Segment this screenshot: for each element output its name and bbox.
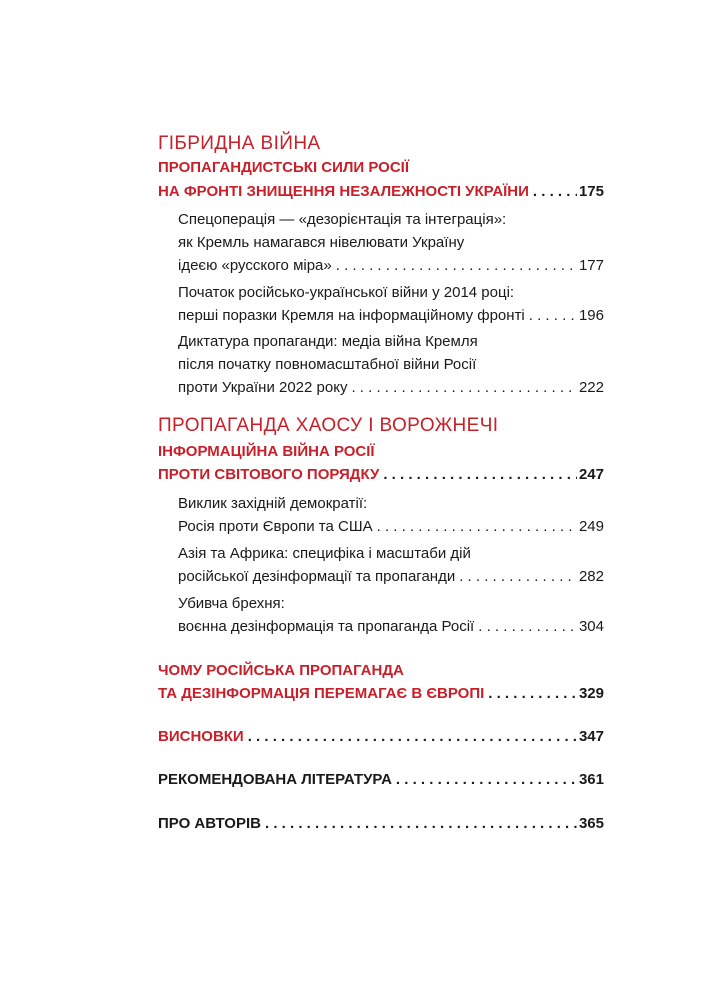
toc-entry-subsection[interactable] — [178, 255, 604, 277]
toc-entry-subsection[interactable] — [178, 305, 604, 327]
page-number: 249 — [578, 518, 604, 535]
leader-dots — [478, 616, 577, 638]
page-number: 361 — [578, 771, 604, 788]
chapter-text: ЧОМУ РОСІЙСЬКА ПРОПАГАНДА — [158, 662, 404, 679]
subsection-text: Азія та Африка: специфіка і масштаби дій — [178, 545, 471, 562]
subsection-text: після початку повномасштабної війни Росії — [178, 356, 477, 373]
subsection-line — [178, 282, 604, 304]
subsection-text: Росія проти Європи та США — [178, 518, 373, 535]
chapter-text: ІНФОРМАЦІЙНА ВІЙНА РОСІЇ — [158, 443, 375, 460]
toc-entry-subsection[interactable] — [178, 616, 604, 638]
chapter-text: ПРО АВТОРІВ — [158, 815, 261, 832]
subsection-text: російської дезінформації та пропаганди — [178, 568, 456, 585]
page-number: 196 — [578, 307, 604, 324]
page-number: 282 — [578, 568, 604, 585]
subsection-text: перші поразки Кремля на інформаційному фронті — [178, 307, 525, 324]
toc-entry-literature[interactable] — [158, 769, 604, 791]
toc-entry-authors[interactable] — [158, 813, 604, 835]
subsection-text: як Кремль намагався нівелювати Україну — [178, 234, 465, 251]
page-number: 222 — [578, 379, 604, 396]
chapter-title-line — [158, 660, 604, 682]
subsection-text: Виклик західній демократії: — [178, 495, 368, 512]
leader-dots — [336, 255, 577, 277]
chapter-text: НА ФРОНТІ ЗНИЩЕННЯ НЕЗАЛЕЖНОСТІ УКРАЇНИ — [158, 183, 529, 200]
chapter-text: ПРОПАГАНДИСТСЬКІ СИЛИ РОСІЇ — [158, 159, 409, 176]
subsection-text: Убивча брехня: — [178, 595, 285, 612]
leader-dots — [248, 726, 577, 748]
chapter-text: РЕКОМЕНДОВАНА ЛІТЕРАТУРА — [158, 771, 392, 788]
leader-dots — [351, 377, 577, 399]
subsection-text: проти України 2022 року — [178, 379, 348, 396]
subsection-line — [178, 209, 604, 231]
leader-dots — [459, 566, 577, 588]
subsection-line — [178, 354, 604, 376]
subsection-line — [178, 232, 604, 254]
leader-dots — [533, 181, 577, 203]
toc-entry-subsection[interactable] — [178, 516, 604, 538]
subsection-text: Диктатура пропаганди: медіа війна Кремля — [178, 333, 478, 350]
page-number: 365 — [578, 815, 604, 832]
page-number: 247 — [578, 466, 604, 483]
toc-entry-chapter-1[interactable] — [158, 181, 604, 203]
leader-dots — [529, 305, 577, 327]
toc-entry-chapter-3[interactable] — [158, 683, 604, 705]
page-number: 177 — [578, 257, 604, 274]
leader-dots — [488, 683, 577, 705]
part-title-chaos: ПРОПАГАНДА ХАОСУ І ВОРОЖНЕЧІ — [158, 415, 499, 436]
part-title-hybrid-war: ГІБРИДНА ВІЙНА — [158, 133, 321, 154]
subsection-text: Початок російсько-української війни у 2014 році: — [178, 284, 515, 301]
leader-dots — [377, 516, 577, 538]
subsection-text: ідеєю «русского міра» — [178, 257, 332, 274]
subsection-text: воєнна дезінформація та пропаганда Росії — [178, 618, 475, 635]
subsection-line — [178, 493, 604, 515]
leader-dots — [396, 769, 577, 791]
chapter-text: ТА ДЕЗІНФОРМАЦІЯ ПЕРЕМАГАЄ В ЄВРОПІ — [158, 685, 485, 702]
toc-entry-chapter-2[interactable] — [158, 464, 604, 486]
page-number: 175 — [578, 183, 604, 200]
toc-entry-conclusions[interactable] — [158, 726, 604, 748]
chapter-title-line — [158, 157, 604, 179]
toc-entry-subsection[interactable] — [178, 566, 604, 588]
subsection-line — [178, 593, 604, 615]
subsection-line — [178, 543, 604, 565]
toc-entry-subsection[interactable] — [178, 377, 604, 399]
subsection-text: Спецоперація — «дезорієнтація та інтеграція»: — [178, 211, 507, 228]
leader-dots — [383, 464, 577, 486]
page-number: 329 — [578, 685, 604, 702]
page-number: 347 — [578, 728, 604, 745]
chapter-title-line — [158, 441, 604, 463]
page-number: 304 — [578, 618, 604, 635]
subsection-line — [178, 331, 604, 353]
chapter-text: ПРОТИ СВІТОВОГО ПОРЯДКУ — [158, 466, 380, 483]
chapter-text: ВИСНОВКИ — [158, 728, 244, 745]
leader-dots — [265, 813, 577, 835]
